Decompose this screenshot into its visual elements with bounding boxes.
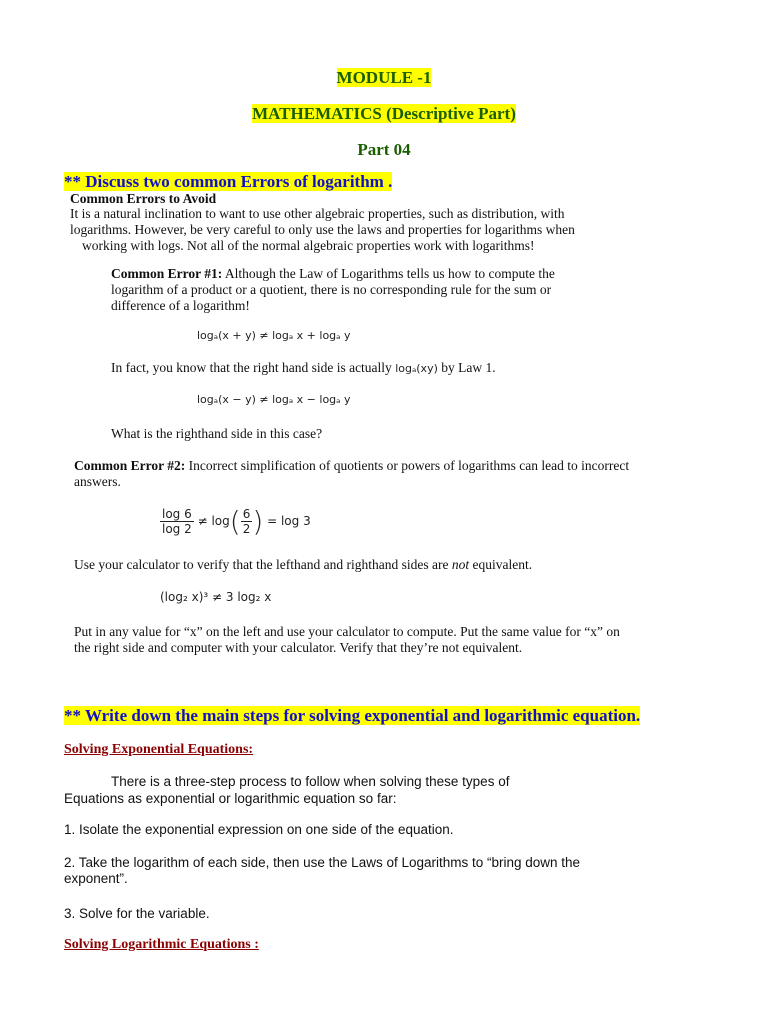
- steps-intro-line-1: There is a three-step process to follow when solving these types of: [111, 774, 510, 789]
- common-error-1: [111, 266, 591, 314]
- frac-numerator: log 6: [162, 507, 192, 521]
- error-1-text: Although the Law of Logarithms tells us how to compute the logarithm of a product or a quotient, there is no corresponding rule for the sum or difference of a logarithm!: [111, 266, 555, 313]
- close-paren: ): [252, 505, 264, 538]
- question-line: What is the righthand side in this case?: [111, 426, 323, 441]
- verify-emphasis: not: [451, 557, 470, 572]
- fact-suffix: by Law 1.: [437, 360, 496, 375]
- error-1-label: Common Error #1:: [111, 266, 223, 281]
- module-title: MODULE -1: [336, 68, 432, 87]
- steps-intro-line-2: Equations as exponential or logarithmic equation so far:: [64, 791, 397, 806]
- neq-log: ≠ log: [197, 514, 230, 528]
- section-title: Common Errors to Avoid: [70, 191, 217, 206]
- part-heading: Part 04: [357, 140, 411, 159]
- question-1-title: ** Discuss two common Errors of logarithm .: [64, 172, 393, 191]
- fact-prefix: In fact, you know that the right hand side is actually: [111, 360, 396, 375]
- fact-line: [111, 360, 496, 377]
- question-2-heading: [64, 706, 640, 726]
- eq-rest: = log 3: [267, 514, 311, 528]
- log-fraction: [160, 507, 194, 536]
- step-2: 2. Take the logarithm of each side, then use the Laws of Logarithms to “bring down the exponent”.: [64, 855, 581, 886]
- subject-title: MATHEMATICS (Descriptive Part): [252, 104, 516, 123]
- intro-line: working with logs. Not all of the normal algebraic properties work with logarithms!: [82, 238, 535, 253]
- put-paragraph: Put in any value for “x” on the left and use your calculator to compute. Put the same value for “x” on the right side and computer with your calculator. Verify that they’re not equivalent.: [74, 624, 620, 655]
- logarithmic-heading: Solving Logarithmic Equations :: [64, 937, 259, 952]
- equation-3: (log₂ x)³ ≠ 3 log₂ x: [160, 590, 272, 604]
- inner-denominator: 2: [242, 522, 251, 536]
- error-2-text: Incorrect simplification of quotients or powers of logarithms can lead to incorrect answers.: [74, 458, 630, 489]
- intro-line: It is a natural inclination to want to use other algebraic properties, such as distribution, with: [70, 206, 565, 221]
- fraction-equation: [160, 505, 311, 538]
- verify-suffix: equivalent.: [469, 557, 533, 572]
- question-2-title: ** Write down the main steps for solving exponential and logarithmic equation.: [64, 706, 641, 725]
- verify-prefix: Use your calculator to verify that the lefthand and righthand sides are: [74, 557, 452, 572]
- inner-numerator: 6: [242, 507, 251, 521]
- step-1: 1. Isolate the exponential expression on one side of the equation.: [64, 822, 454, 837]
- question-1-heading: [64, 172, 392, 192]
- open-paren: (: [229, 505, 241, 538]
- intro-paragraph: [70, 206, 610, 254]
- subject-heading: [0, 104, 768, 124]
- intro-line: logarithms. However, be very careful to only use the laws and properties for logarithms when: [70, 222, 575, 237]
- equation-1: logₐ(x + y) ≠ logₐ x + logₐ y: [197, 329, 351, 342]
- exponential-heading: Solving Exponential Equations:: [64, 742, 254, 757]
- step-3: 3. Solve for the variable.: [64, 906, 210, 921]
- inner-fraction: [241, 507, 253, 536]
- verify-line: [74, 557, 532, 573]
- error-2-label: Common Error #2:: [74, 458, 186, 473]
- common-error-2: [74, 458, 634, 490]
- fact-math: logₐ(xy): [395, 362, 438, 375]
- module-heading: [0, 68, 768, 88]
- frac-denominator: log 2: [162, 522, 192, 536]
- equation-2: logₐ(x − y) ≠ logₐ x − logₐ y: [197, 393, 351, 406]
